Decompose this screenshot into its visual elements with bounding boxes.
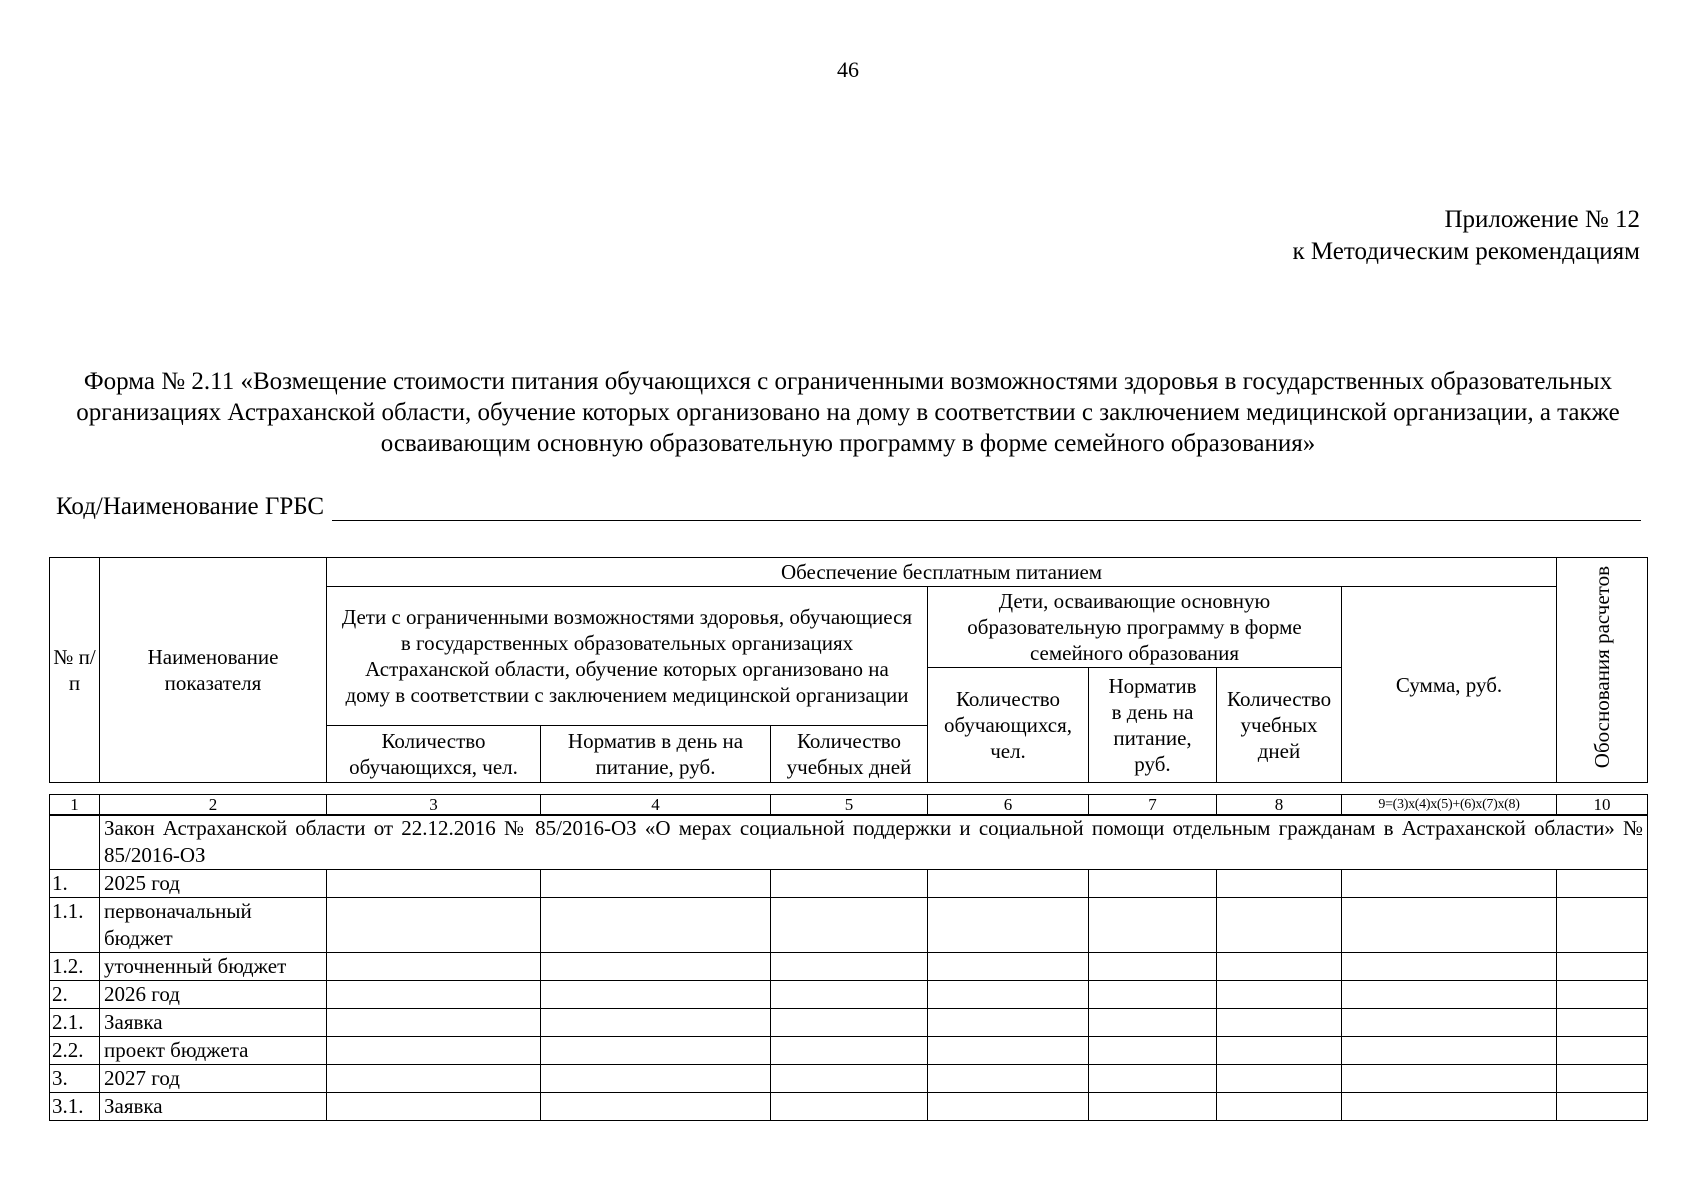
row-name: Заявка: [100, 1009, 327, 1037]
cell[interactable]: [1342, 1065, 1557, 1093]
cell[interactable]: [1217, 981, 1342, 1009]
column-number: 10: [1557, 795, 1648, 816]
appendix-line-2: к Методическим рекомендациям: [1292, 238, 1640, 265]
cell[interactable]: [771, 953, 928, 981]
header-subgroup-2: Дети, осваивающие основную образовательную программу в форме семейного образования: [928, 587, 1342, 668]
grbs-label: Код/Наименование ГРБС: [56, 493, 325, 520]
cell[interactable]: [771, 981, 928, 1009]
cell[interactable]: [1557, 953, 1648, 981]
header-col-6: Количество обучающихся, чел.: [928, 668, 1089, 783]
cell[interactable]: [928, 1065, 1089, 1093]
header-col-7: Норматив в день на питание, руб.: [1089, 668, 1217, 783]
grbs-field: [56, 493, 1641, 521]
cell[interactable]: [327, 953, 541, 981]
cell[interactable]: [928, 953, 1089, 981]
row-num: 1.2.: [50, 953, 100, 981]
cell[interactable]: [1217, 1093, 1342, 1121]
row-num: 3.1.: [50, 1093, 100, 1121]
cell[interactable]: [541, 981, 771, 1009]
cell[interactable]: [1089, 898, 1217, 953]
cell[interactable]: [1089, 1093, 1217, 1121]
cell[interactable]: [1089, 981, 1217, 1009]
cell[interactable]: [541, 953, 771, 981]
column-number: 6: [928, 795, 1089, 816]
cell[interactable]: [1557, 898, 1648, 953]
cell[interactable]: [327, 1037, 541, 1065]
cell[interactable]: [541, 898, 771, 953]
cell[interactable]: [1557, 1009, 1648, 1037]
row-num: 1.1.: [50, 898, 100, 953]
cell[interactable]: [541, 1065, 771, 1093]
header-col-3: Количество обучающихся, чел.: [327, 725, 541, 782]
cell[interactable]: [1342, 898, 1557, 953]
cell[interactable]: [771, 1065, 928, 1093]
form-title: Форма № 2.11 «Возмещение стоимости питания обучающихся с ограниченными возможностями здоровья в государственных образовательных организациях Астраханской области, обучение которых организовано на дому в соответствии с заключением медицинской организации, а также осваивающим основную образовательную программу в форме семейного образования»: [76, 368, 1620, 457]
row-num: 1.: [50, 870, 100, 898]
row-name: 2026 год: [100, 981, 327, 1009]
cell[interactable]: [1557, 1093, 1648, 1121]
cell[interactable]: [327, 870, 541, 898]
cell[interactable]: [541, 1093, 771, 1121]
cell[interactable]: [327, 1009, 541, 1037]
row-name: проект бюджета: [100, 1037, 327, 1065]
cell[interactable]: [771, 1009, 928, 1037]
header-basis: Обоснования расчетов: [1590, 565, 1615, 769]
cell[interactable]: [1217, 1037, 1342, 1065]
cell[interactable]: [1217, 1009, 1342, 1037]
cell[interactable]: [1089, 1009, 1217, 1037]
cell[interactable]: [771, 1093, 928, 1121]
appendix-note: [1292, 204, 1640, 268]
cell[interactable]: [1217, 898, 1342, 953]
column-number: 5: [771, 795, 928, 816]
cell[interactable]: [771, 898, 928, 953]
header-col-4: Норматив в день на питание, руб.: [541, 725, 771, 782]
cell[interactable]: [541, 1037, 771, 1065]
cell[interactable]: [541, 1009, 771, 1037]
column-number: 7: [1089, 795, 1217, 816]
cell[interactable]: [928, 1093, 1089, 1121]
row-name: уточненный бюджет: [100, 953, 327, 981]
row-name: 2027 год: [100, 1065, 327, 1093]
header-table: [49, 557, 1648, 783]
page-number: 46: [837, 57, 859, 82]
column-number: 8: [1217, 795, 1342, 816]
header-col-8: Количество учебных дней: [1217, 668, 1342, 783]
column-number: 2: [100, 795, 327, 816]
row-name: Заявка: [100, 1093, 327, 1121]
cell[interactable]: [928, 981, 1089, 1009]
cell[interactable]: [1557, 981, 1648, 1009]
cell[interactable]: [1557, 870, 1648, 898]
cell[interactable]: [327, 981, 541, 1009]
cell[interactable]: [928, 1009, 1089, 1037]
column-number: 1: [50, 795, 100, 816]
cell[interactable]: [1342, 981, 1557, 1009]
cell[interactable]: [1089, 1065, 1217, 1093]
cell[interactable]: [541, 870, 771, 898]
cell[interactable]: [928, 1037, 1089, 1065]
appendix-line-1: Приложение № 12: [1444, 206, 1640, 233]
law-row: Закон Астраханской области от 22.12.2016 № 85/2016-ОЗ «О мерах социальной поддержки и социальной помощи отдельным гражданам в Астраханской области» № 85/2016-ОЗ: [100, 815, 1648, 870]
cell[interactable]: [1089, 870, 1217, 898]
column-numbers-row: [49, 794, 1648, 816]
header-name: Наименование показателя: [100, 558, 327, 783]
cell[interactable]: [1557, 1037, 1648, 1065]
row-name: первоначальный бюджет: [100, 898, 327, 953]
row-num: 2.2.: [50, 1037, 100, 1065]
body-table: [49, 814, 1648, 1121]
cell[interactable]: [1342, 1093, 1557, 1121]
cell[interactable]: [1342, 1009, 1557, 1037]
header-num: № п/п: [50, 558, 100, 783]
header-sum: Сумма, руб.: [1342, 587, 1557, 783]
column-number-formula: 9=(3)x(4)x(5)+(6)x(7)x(8): [1342, 795, 1557, 816]
row-name: 2025 год: [100, 870, 327, 898]
header-col-5: Количество учебных дней: [771, 725, 928, 782]
cell[interactable]: [1217, 870, 1342, 898]
grbs-fill-line: [332, 498, 1641, 521]
row-num: 2.: [50, 981, 100, 1009]
cell[interactable]: [1089, 953, 1217, 981]
cell[interactable]: [928, 898, 1089, 953]
cell[interactable]: [1342, 1037, 1557, 1065]
header-basis-cell: [1557, 558, 1648, 783]
header-subgroup-1: Дети с ограниченными возможностями здоровья, обучающиеся в государственных образовательных организациях Астраханской области, обучение которых организовано на дому в соответствии с заключением медицинской организации: [327, 587, 928, 726]
column-number: 4: [541, 795, 771, 816]
header-group: Обеспечение бесплатным питанием: [327, 558, 1557, 587]
cell[interactable]: [771, 1037, 928, 1065]
column-number: 3: [327, 795, 541, 816]
cell[interactable]: [1342, 953, 1557, 981]
cell[interactable]: [1557, 1065, 1648, 1093]
cell[interactable]: [327, 1093, 541, 1121]
cell[interactable]: [771, 870, 928, 898]
cell[interactable]: [1342, 870, 1557, 898]
row-num: 3.: [50, 1065, 100, 1093]
cell[interactable]: [1217, 1065, 1342, 1093]
row-num: 2.1.: [50, 1009, 100, 1037]
cell[interactable]: [1217, 953, 1342, 981]
cell[interactable]: [928, 870, 1089, 898]
cell[interactable]: [327, 1065, 541, 1093]
law-num-cell: [50, 815, 100, 870]
cell[interactable]: [1089, 1037, 1217, 1065]
cell[interactable]: [327, 898, 541, 953]
